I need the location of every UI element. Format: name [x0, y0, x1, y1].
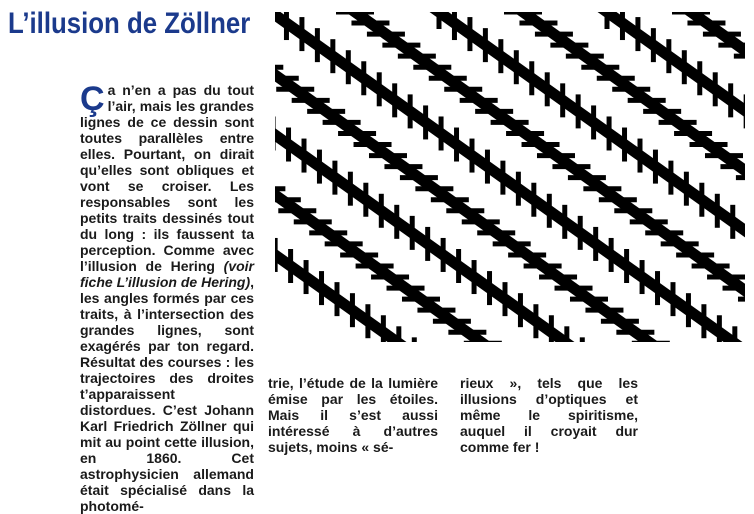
column-1-text-b: , les angles formés par ces traits, à l’intersection des grandes lignes, sont exagérés par ton regard. Résultat des courses : les trajectoires des droites t’apparaissent distordues. C’est Johann Karl Friedrich Zöllner qui mit au point cette illusion, en 1860. Cet astrophysicien allemand était spécialisé dans la photomé-	[80, 274, 254, 514]
parallel-line	[275, 12, 505, 342]
article-column-3: rieux », tels que les illusions d’optiques et même le spiritisme, auquel il croyait dur comme fer !	[460, 375, 638, 455]
article-title: L’illusion de Zöllner	[8, 7, 251, 40]
article-column-2: trie, l’étude de la lumière émise par les étoiles. Mais il s’est aussi intéressé à d’autres sujets, moins « sé-	[268, 375, 438, 455]
drop-cap: Ç	[80, 80, 105, 118]
column-1-italic-reference: (voir fiche L’illusion de Hering)	[80, 258, 254, 290]
column-1-text-a: a n’en a pas du tout l’air, mais les grandes lignes de ce dessin sont toutes parallèles entre elles. Pourtant, on dirait qu’elles sont obliques et vont se croiser. Les responsables sont les petits traits dessinés tout du long : ils faussent ta perception. Comme avec l’illusion de Hering	[80, 82, 254, 274]
zollner-illusion-figure	[275, 12, 745, 342]
article-column-1	[80, 82, 254, 514]
parallel-line	[390, 12, 745, 342]
